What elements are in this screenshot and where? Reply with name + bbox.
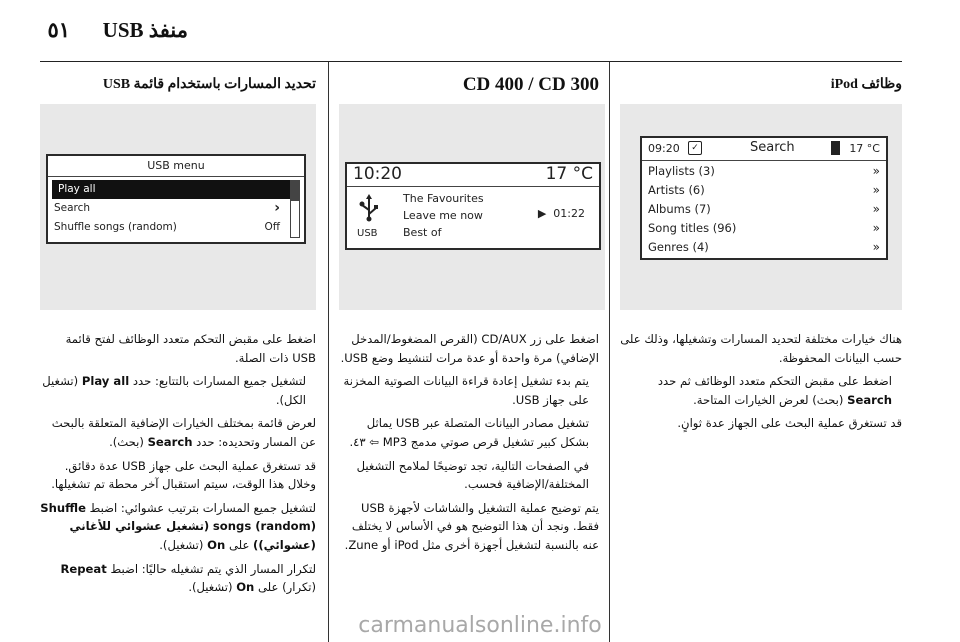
paragraph: في الصفحات التالية، تجد توضيحًا لملامح التشغيل المختلفة/الإضافية فحسب. (356, 458, 589, 492)
paragraph: لتشغيل جميع المسارات بالتتابع: حدد Play all (تشغيل الكل). (42, 374, 306, 407)
ipod-temperature: 17 °C (849, 142, 880, 155)
usb-icon (357, 194, 381, 222)
page-header (0, 0, 960, 62)
usb-menu-item-search[interactable]: Search › (54, 200, 280, 216)
usb-body-text (40, 330, 316, 602)
ipod-screen-heading: Search (750, 140, 795, 155)
usb-menu-item-play-all[interactable]: Play all (52, 180, 300, 199)
chevron-right-icon: » (872, 221, 880, 235)
paragraph: تشغيل مصادر البيانات المتصلة عبر USB يماثل بشكل كبير تشغيل قرص صوتي مدمج MP3 ⇦ ٤٣. (349, 416, 589, 449)
watermark-text: carmanualsonline.info (358, 613, 602, 638)
ipod-search-screen (640, 136, 888, 260)
ipod-screen-panel (620, 104, 902, 310)
list-item[interactable]: Genres (4) » (642, 238, 886, 257)
ipod-body-text (620, 330, 902, 438)
ipod-device-icon (831, 141, 840, 155)
chevron-right-icon: › (274, 200, 280, 216)
page-title: منفذ USB (102, 18, 188, 42)
paragraph: اضغط على زر CD/AUX (القرص المضغوط/المدخل الإضافي) مرة واحدة أو عدة مرات لتنشيط وضع USB. (340, 332, 599, 365)
usb-menu-heading: USB menu (48, 156, 304, 177)
paragraph: يتم توضيح عملية التشغيل والشاشات لأجهزة USB فقط. ونجد أن هذا التوضيح هو في الأساس لا يختلف عنه بالنسبة لتشغيل أجهزة أخرى مثل iPod أو Zune. (344, 500, 599, 552)
usb-menu-section (40, 62, 316, 642)
chevron-right-icon: » (872, 240, 880, 254)
usb-screen-panel (40, 104, 316, 310)
chevron-right-icon: » (872, 183, 880, 197)
paragraph: قد تستغرق عملية البحث على الجهاز عدة ثوانٍ. (677, 416, 902, 431)
cd-status-bar (347, 164, 599, 187)
paragraph: اضغط على مقبض التحكم متعدد الوظائف لفتح قائمة USB ذات الصلة. (65, 332, 316, 365)
section-title-usb: تحديد المسارات باستخدام قائمة USB (102, 77, 316, 92)
cd-track-info (403, 190, 484, 241)
cd-body-text (339, 330, 599, 560)
cd-source-label: USB (357, 228, 378, 239)
paragraph: هناك خيارات مختلفة لتحديد المسارات وتشغيلها، وذلك على حسب البيانات المحفوظة. (620, 332, 902, 365)
list-item[interactable]: Artists (6) » (642, 181, 886, 200)
chevron-right-icon: » (872, 164, 880, 178)
chevron-right-icon: » (872, 202, 880, 216)
track-line: Leave me now (403, 209, 483, 222)
check-icon: ✓ (688, 141, 702, 155)
scrollbar-thumb[interactable] (291, 181, 299, 201)
list-item[interactable]: Albums (7) » (642, 200, 886, 219)
usb-menu-item-shuffle[interactable]: Shuffle songs (random) Off (48, 218, 304, 237)
ipod-clock: 09:20 (648, 142, 680, 155)
paragraph: اضغط على مقبض التحكم متعدد الوظائف ثم حدد Search (بحث) لعرض الخيارات المتاحة. (657, 374, 892, 407)
section-title-cd: CD 400 / CD 300 (462, 74, 599, 95)
ipod-functions-section (620, 62, 902, 642)
paragraph: لتكرار المسار الذي يتم تشغيله حاليًا: اضبط Repeat (تكرار) على On (تشغيل). (60, 561, 316, 595)
list-item[interactable]: Song titles (96) » (642, 219, 886, 238)
cd-clock: 10:20 (353, 164, 402, 184)
cd-screen-panel (339, 104, 605, 310)
ipod-status-bar (642, 138, 886, 161)
paragraph: لتشغيل جميع المسارات بترتيب عشوائي: اضبط Shuffle songs (random) (تشغيل عشوائي للأغاني (عشوائي)) على On (تشغيل). (40, 500, 316, 552)
shuffle-value: Off (264, 221, 280, 233)
paragraph: يتم بدء تشغيل إعادة قراءة البيانات الصوتية المخزنة على جهاز USB. (343, 374, 589, 407)
list-item[interactable]: Playlists (3) » (642, 162, 886, 181)
cd-section (328, 62, 610, 642)
track-line: The Favourites (403, 192, 484, 205)
cd-temperature: 17 °C (545, 164, 593, 184)
paragraph: لعرض قائمة بمختلف الخيارات الإضافية المتعلقة بالبحث عن المسار وتحديده: حدد Search (بحث). (51, 416, 316, 449)
track-line: Best of (403, 226, 442, 239)
paragraph: قد تستغرق عملية البحث على جهاز USB عدة دقائق. وخلال هذا الوقت، سيتم استقبال آخر محطة تم تشغيلها. (51, 458, 316, 492)
section-title-ipod: وظائف iPod (830, 77, 902, 92)
usb-menu-scrollbar[interactable] (290, 180, 300, 238)
play-icon: ▶ (537, 207, 547, 220)
ipod-search-list (642, 162, 886, 257)
cd-usb-screen (345, 162, 601, 250)
page-number: ٥١ (47, 18, 70, 42)
usb-menu-screen (46, 154, 306, 244)
cd-elapsed-time: ▶ 01:22 (537, 207, 585, 220)
